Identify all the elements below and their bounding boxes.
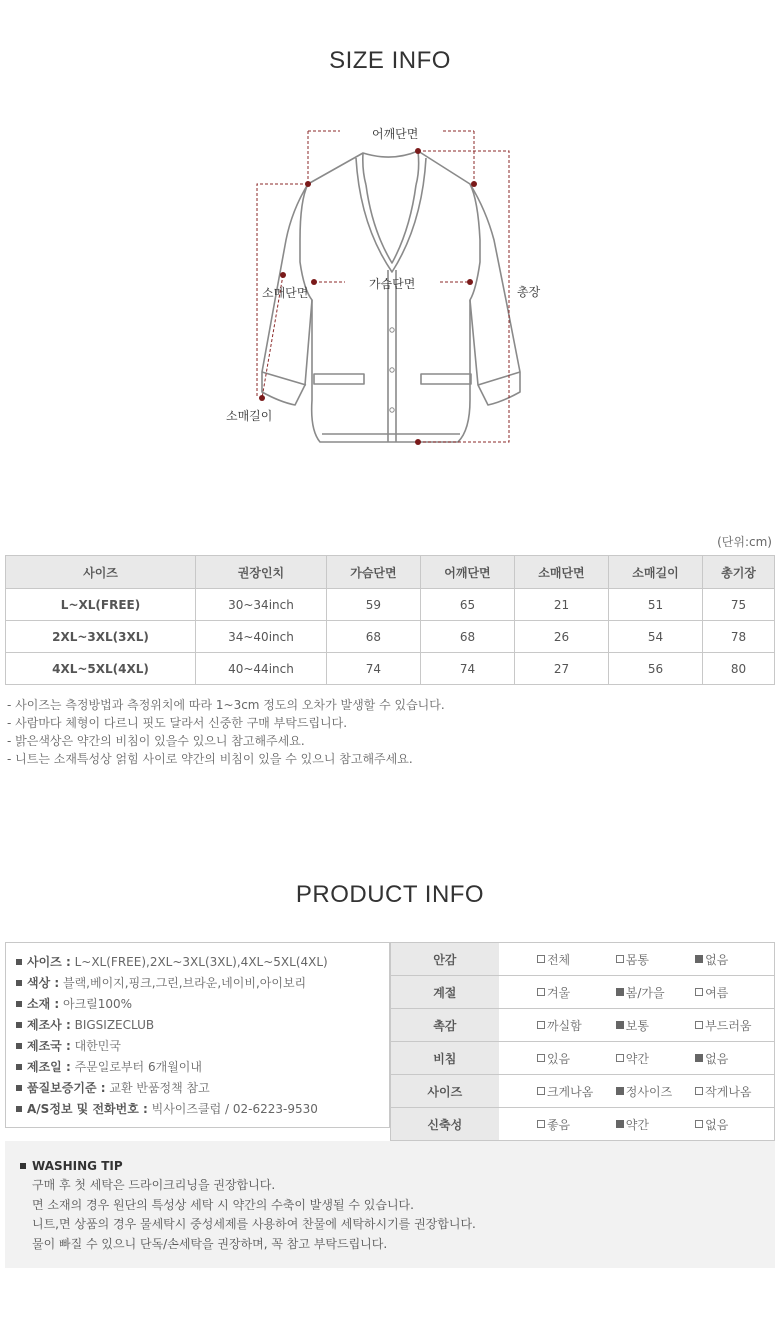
washing-tip-title-text: WASHING TIP <box>32 1159 123 1173</box>
item-label: 제조사 : <box>27 1018 71 1032</box>
attribute-name: 촉감 <box>391 1009 499 1042</box>
attribute-option <box>695 943 774 976</box>
square-bullet-icon <box>16 1106 22 1112</box>
attribute-name: 비침 <box>391 1042 499 1075</box>
attribute-option <box>537 1009 616 1042</box>
attribute-option-label: 몸통 <box>625 952 649 967</box>
item-value: 주문일로부터 6개월이내 <box>74 1060 202 1074</box>
attribute-option-label: 까실함 <box>546 1018 582 1033</box>
unchecked-box-icon <box>537 988 545 996</box>
attribute-option-label: 전체 <box>546 952 571 967</box>
attribute-name: 신축성 <box>391 1108 499 1141</box>
attribute-option-label: 있음 <box>546 1051 571 1066</box>
attribute-option-label: 없음 <box>705 952 729 967</box>
size-cell: L~XL(FREE) <box>6 589 196 621</box>
unchecked-box-icon <box>537 1021 545 1029</box>
square-bullet-icon <box>16 980 22 986</box>
checked-box-icon <box>616 988 624 996</box>
washing-tip-box <box>5 1141 775 1268</box>
washing-tip-line: 물이 빠질 수 있으니 단독/손세탁을 권장하며, 꼭 참고 부탁드립니다. <box>32 1236 388 1251</box>
checked-box-icon <box>695 955 703 963</box>
attribute-spacer <box>499 943 537 976</box>
attribute-row <box>391 1075 775 1108</box>
placket <box>388 270 396 442</box>
square-bullet-icon <box>16 1022 22 1028</box>
attribute-name: 안감 <box>391 943 499 976</box>
table-row <box>6 621 775 653</box>
list-item <box>16 1036 389 1057</box>
item-value: 교환 반품정책 참고 <box>109 1081 210 1095</box>
note-line: - 니트는 소재특성상 얽힘 사이로 약간의 비침이 있을 수 있으니 참고해주세요. <box>7 752 413 766</box>
cardigan-size-diagram <box>0 0 780 520</box>
note-line: - 밝은색상은 약간의 비침이 있을수 있으니 참고해주세요. <box>7 734 305 748</box>
table-cell: 68 <box>420 621 514 653</box>
size-table-header <box>6 556 775 589</box>
header-cell: 총기장 <box>703 556 775 589</box>
list-item <box>16 994 389 1015</box>
attribute-option <box>616 976 695 1009</box>
attribute-option <box>616 1009 695 1042</box>
attribute-option <box>537 1075 616 1108</box>
square-bullet-icon <box>16 959 22 965</box>
unchecked-box-icon <box>695 1120 703 1128</box>
note-line: - 사이즈는 측정방법과 측정위치에 따라 1~3cm 정도의 오차가 발생할 수 있습니다. <box>7 698 445 712</box>
collar <box>363 151 419 185</box>
table-cell: 34~40inch <box>196 621 327 653</box>
product-info-title: PRODUCT INFO <box>295 881 485 908</box>
item-value: 빅사이즈클럽 / 02-6223-9530 <box>151 1102 318 1116</box>
list-item <box>16 973 389 994</box>
attribute-spacer <box>499 1108 537 1141</box>
table-cell: 78 <box>703 621 775 653</box>
table-cell: 21 <box>514 589 608 621</box>
item-label: 제조일 : <box>27 1060 71 1074</box>
item-value: 아크릴100% <box>63 997 133 1011</box>
unchecked-box-icon <box>695 988 703 996</box>
left-pocket <box>314 374 364 384</box>
list-item <box>16 1015 389 1036</box>
attribute-option <box>695 1075 774 1108</box>
attribute-option-label: 약간 <box>625 1051 649 1066</box>
attribute-row <box>391 976 775 1009</box>
size-cell: 4XL~5XL(4XL) <box>6 653 196 685</box>
unchecked-box-icon <box>695 1021 703 1029</box>
checked-box-icon <box>616 1087 624 1095</box>
table-cell: 51 <box>608 589 702 621</box>
attribute-option-label: 봄/가을 <box>625 985 665 1000</box>
unchecked-box-icon <box>695 1087 703 1095</box>
item-value: 대한민국 <box>74 1039 121 1053</box>
attribute-option-label: 없음 <box>705 1117 729 1132</box>
unit-label: (단위:cm) <box>717 535 772 549</box>
attribute-option <box>616 1075 695 1108</box>
square-bullet-icon <box>16 1085 22 1091</box>
item-label: 제조국 : <box>27 1039 71 1053</box>
item-value: BIGSIZECLUB <box>74 1018 155 1032</box>
attribute-spacer <box>499 1009 537 1042</box>
table-cell: 27 <box>514 653 608 685</box>
washing-tip-title <box>20 1159 123 1173</box>
attribute-option-label: 부드러움 <box>705 1018 752 1033</box>
attribute-option <box>537 1042 616 1075</box>
header-cell: 사이즈 <box>6 556 196 589</box>
attribute-option <box>537 976 616 1009</box>
attribute-option <box>695 976 774 1009</box>
attribute-option <box>537 943 616 976</box>
cardigan-body <box>300 151 480 442</box>
item-value: L~XL(FREE),2XL~3XL(3XL),4XL~5XL(4XL) <box>74 955 328 969</box>
header-cell: 권장인치 <box>196 556 327 589</box>
attribute-option <box>616 943 695 976</box>
unchecked-box-icon <box>616 955 624 963</box>
attribute-option <box>695 1009 774 1042</box>
product-attributes-table <box>390 942 775 1141</box>
table-cell: 75 <box>703 589 775 621</box>
square-bullet-icon <box>16 1064 22 1070</box>
size-info-title: SIZE INFO <box>329 47 451 74</box>
table-row <box>6 589 775 621</box>
header-cell: 가슴단면 <box>326 556 420 589</box>
table-cell: 40~44inch <box>196 653 327 685</box>
square-bullet-icon <box>16 1001 22 1007</box>
size-cell: 2XL~3XL(3XL) <box>6 621 196 653</box>
attribute-option <box>537 1108 616 1141</box>
attribute-option-label: 작게나옴 <box>705 1084 752 1099</box>
note-line: - 사람마다 체형이 다르니 핏도 달라서 신중한 구매 부탁드립니다. <box>7 716 348 730</box>
attribute-option-label: 좋음 <box>546 1117 571 1132</box>
attribute-spacer <box>499 1042 537 1075</box>
label-total-length: 총장 <box>517 285 541 299</box>
list-item <box>16 1099 389 1120</box>
attribute-option <box>695 1108 774 1141</box>
list-item <box>16 1078 389 1099</box>
item-value: 블랙,베이지,핑크,그린,브라운,네이비,아이보리 <box>63 976 307 990</box>
checked-box-icon <box>616 1120 624 1128</box>
attribute-spacer <box>499 976 537 1009</box>
washing-tip-line: 구매 후 첫 세탁은 드라이크리닝을 권장합니다. <box>32 1178 276 1192</box>
label-sleeve-width: 소매단면 <box>262 286 309 300</box>
table-row <box>6 653 775 685</box>
table-cell: 26 <box>514 621 608 653</box>
checked-box-icon <box>616 1021 624 1029</box>
attribute-row <box>391 1108 775 1141</box>
attribute-option-label: 정사이즈 <box>625 1084 673 1099</box>
size-notes <box>7 696 445 768</box>
attribute-option-label: 크게나옴 <box>546 1084 594 1099</box>
washing-tip-line: 니트,면 상품의 경우 물세탁시 중성세제를 사용하여 찬물에 세탁하시기를 권장합니다. <box>32 1217 476 1231</box>
table-cell: 80 <box>703 653 775 685</box>
table-cell: 30~34inch <box>196 589 327 621</box>
unchecked-box-icon <box>537 1120 545 1128</box>
table-cell: 54 <box>608 621 702 653</box>
unchecked-box-icon <box>537 955 545 963</box>
header-cell: 소매길이 <box>608 556 702 589</box>
table-cell: 56 <box>608 653 702 685</box>
item-label: 색상 : <box>27 976 60 990</box>
attribute-name: 사이즈 <box>391 1075 499 1108</box>
label-sleeve-length: 소매길이 <box>226 409 273 423</box>
square-bullet-icon <box>16 1043 22 1049</box>
table-cell: 74 <box>420 653 514 685</box>
attribute-option-label: 없음 <box>705 1051 729 1066</box>
table-cell: 68 <box>326 621 420 653</box>
attribute-row <box>391 1042 775 1075</box>
item-label: A/S정보 및 전화번호 : <box>27 1102 148 1116</box>
list-item <box>16 952 389 973</box>
table-cell: 59 <box>326 589 420 621</box>
attribute-option-label: 보통 <box>625 1018 649 1033</box>
attribute-option <box>695 1042 774 1075</box>
size-table <box>5 555 775 685</box>
item-label: 사이즈 : <box>27 955 71 969</box>
list-item <box>16 1057 389 1078</box>
attribute-option-label: 약간 <box>625 1117 649 1132</box>
header-cell: 소매단면 <box>514 556 608 589</box>
attribute-option <box>616 1108 695 1141</box>
header-cell: 어깨단면 <box>420 556 514 589</box>
attribute-option-label: 여름 <box>705 985 729 1000</box>
unchecked-box-icon <box>537 1087 545 1095</box>
table-cell: 65 <box>420 589 514 621</box>
item-label: 품질보증기준 : <box>27 1081 106 1095</box>
attribute-row <box>391 1009 775 1042</box>
item-label: 소재 : <box>27 997 60 1011</box>
washing-tip-lines <box>32 1176 476 1254</box>
square-bullet-icon <box>20 1163 26 1169</box>
label-shoulder: 어깨단면 <box>372 127 419 141</box>
attribute-name: 계절 <box>391 976 499 1009</box>
attribute-row <box>391 943 775 976</box>
attribute-spacer <box>499 1075 537 1108</box>
table-cell: 74 <box>326 653 420 685</box>
label-chest: 가슴단면 <box>369 277 416 291</box>
product-info-list <box>5 942 390 1128</box>
right-pocket <box>421 374 471 384</box>
attribute-option <box>616 1042 695 1075</box>
unchecked-box-icon <box>616 1054 624 1062</box>
unchecked-box-icon <box>537 1054 545 1062</box>
checked-box-icon <box>695 1054 703 1062</box>
attribute-option-label: 겨울 <box>546 985 571 1000</box>
washing-tip-line: 면 소재의 경우 원단의 특성상 세탁 시 약간의 수축이 발생될 수 있습니다. <box>32 1197 414 1212</box>
